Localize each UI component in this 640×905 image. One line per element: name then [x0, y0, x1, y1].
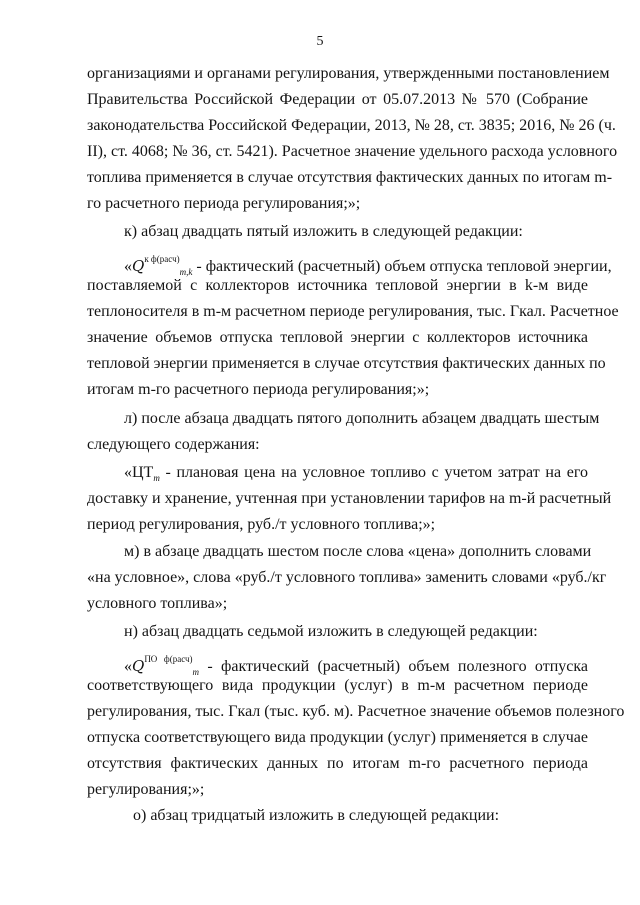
text-line: отпуска соответствующего вида продукции (услуг) применяется в случае [87, 729, 588, 746]
text-line: тепловой энергии применяется в случае отсутствия фактических данных по [87, 355, 606, 372]
text-line: регулирования, тыс. Гкал (тыс. куб. м). Расчетное значение объемов полезного [87, 703, 625, 720]
formula-q-po: «$Q^{ПО ф(расч)}_m$ [124, 654, 200, 677]
formula-q-k: «$Q^{к ф(расч)}_{m,k}$ [124, 254, 193, 277]
text-line: к) абзац двадцать пятый изложить в следующей редакции: [124, 223, 523, 240]
text-line: топлива применяется в случае отсутствия фактических данных по итогам m- [87, 169, 613, 186]
text-line: доставку и хранение, учтенная при установлении тарифов на m-й расчетный [87, 490, 612, 507]
text-line: отсутствия фактических данных по итогам m-го расчетного периода [87, 755, 588, 772]
text-line: го расчетного периода регулирования;»; [87, 195, 361, 212]
text-line: законодательства Российской Федерации, 2013, № 28, ст. 3835; 2016, № 26 (ч. [87, 117, 616, 134]
text-line: м) в абзаце двадцать шестом после слова «цена» дополнить словами [124, 543, 592, 560]
formula-ct: «$ЦТ_m$ [124, 464, 160, 483]
text-line: теплоносителя в m-м расчетном периоде регулирования, тыс. Гкал. Расчетное [87, 303, 619, 320]
text-line: условного топлива»; [87, 595, 228, 612]
text-line: значение объемов отпуска тепловой энергии с коллекторов источника [87, 329, 588, 346]
text-line: организациями и органами регулирования, утвержденными постановлением [87, 65, 610, 82]
text-line: соответствующего вида продукции (услуг) в m-м расчетном периоде [87, 677, 588, 694]
formula-line: «$ЦТ_m$ - плановая цена на условное топливо с учетом затрат на его [124, 464, 589, 483]
text-line: следующего содержания: [87, 436, 260, 453]
text-line: Правительства Российской Федерации от 05.07.2013 № 570 (Собрание [87, 91, 588, 108]
text-line: II), ст. 4068; № 36, ст. 5421). Расчетное значение удельного расхода условного [87, 143, 618, 160]
text-line: «на условное», слова «руб./т условного топлива» заменить словами «руб./кг [87, 569, 607, 586]
formula-line: «$Q^{к ф(расч)}_{m,k}$ - фактический (расчетный) объем отпуска тепловой энергии, [124, 254, 612, 277]
text-line: период регулирования, руб./т условного топлива;»; [87, 516, 436, 533]
text-line: итогам m-го расчетного периода регулирования;»; [87, 381, 430, 398]
formula-line: «$Q^{ПО ф(расч)}_m$ - фактический (расчетный) объем полезного отпуска [124, 654, 588, 677]
page-number: 5 [316, 34, 324, 49]
text-line: л) после абзаца двадцать пятого дополнить абзацем двадцать шестым [124, 410, 600, 427]
text-line: регулирования;»; [87, 781, 205, 798]
text-line: поставляемой с коллекторов источника тепловой энергии в k-м виде [87, 277, 588, 294]
text-line: о) абзац тридцатый изложить в следующей редакции: [133, 807, 500, 824]
text-line: н) абзац двадцать седьмой изложить в следующей редакции: [124, 623, 538, 640]
